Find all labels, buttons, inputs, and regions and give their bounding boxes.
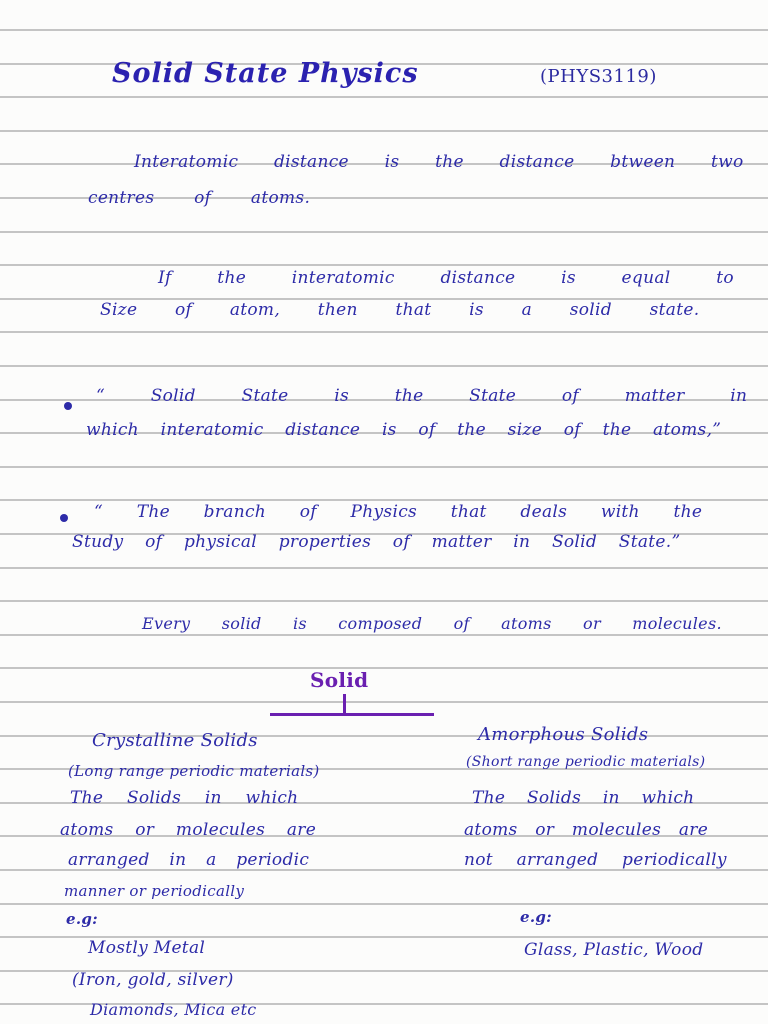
crystalline-eg-3: Diamonds, Mica etc (90, 1000, 257, 1019)
tree-stem (343, 694, 346, 714)
bullet-dot (60, 514, 68, 522)
if-line-1: If the interatomic distance is equal to (158, 268, 734, 288)
solid-heading: Solid (310, 668, 369, 692)
bullet-dot (64, 402, 72, 410)
bullet1-line-2: which interatomic distance is of the size of the atoms,” (86, 420, 722, 440)
amorphous-subtitle: (Short range periodic materials) (466, 754, 706, 770)
bullet1-line-1: “ Solid State is the State of matter in (96, 386, 748, 406)
every-solid-line: Every solid is composed of atoms or molecules. (142, 614, 722, 633)
definition-line-2: centres of atoms. (88, 188, 311, 208)
crystalline-title: Crystalline Solids (92, 730, 258, 751)
crystalline-line-1: The Solids in which (70, 788, 299, 808)
course-code: (PHYS3119) (540, 66, 657, 87)
crystalline-line-3: arranged in a periodic (68, 850, 310, 870)
amorphous-line-2: atoms or molecules are (464, 820, 709, 840)
crystalline-eg-1: Mostly Metal (88, 938, 206, 958)
definition-line-1: Interatomic distance is the distance btween two (134, 152, 744, 172)
amorphous-eg-1: Glass, Plastic, Wood (524, 940, 704, 960)
page-title: Solid State Physics (112, 58, 419, 89)
amorphous-eg-label: e.g: (520, 908, 552, 926)
amorphous-title: Amorphous Solids (478, 724, 649, 745)
bullet2-line-2: Study of physical properties of matter in Solid State.” (72, 532, 681, 552)
crystalline-eg-2: (Iron, gold, silver) (72, 970, 234, 990)
amorphous-line-1: The Solids in which (472, 788, 695, 808)
bullet2-line-1: “ The branch of Physics that deals with the (94, 502, 703, 522)
crystalline-eg-label: e.g: (66, 910, 98, 928)
tree-bar (270, 713, 434, 716)
crystalline-line-4: manner or periodically (64, 882, 245, 900)
crystalline-subtitle: (Long range periodic materials) (68, 762, 320, 780)
if-line-2: Size of atom, then that is a solid state. (100, 300, 700, 320)
crystalline-line-2: atoms or molecules are (60, 820, 317, 840)
amorphous-line-3: not arranged periodically (464, 850, 727, 870)
